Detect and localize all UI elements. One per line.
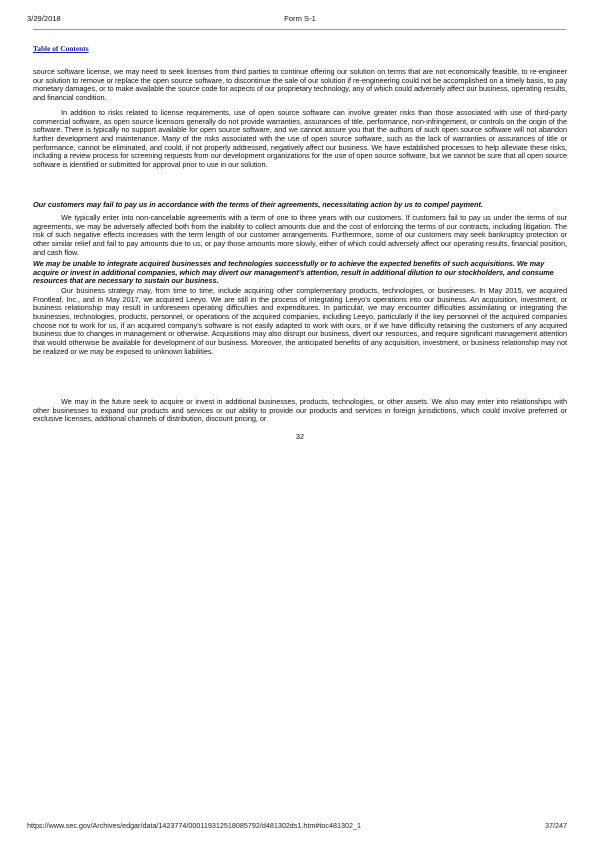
risk-heading-customer-payment: Our customers may fail to pay us in accordance with the terms of their agreements, necessitating action by us to compel payment. bbox=[33, 200, 483, 209]
risk-heading-acquisitions: We may be unable to integrate acquired businesses and technologies successfully or to achieve the expected benefits of such acquisitions. We may acquire or invest in additional companies, which may divert our management’s attention, result in additional dilution to our stockholders, and consume resources that are necessary to sustain our business. bbox=[33, 259, 554, 286]
paragraph-text: In addition to risks related to license requirements, use of open source software can involve greater risks than those associated with use of third-party commercial software, as open source licensors generally do not provide warranties, assurances of title, performance, non-infringement, or controls on the origin of the software. There is typically no support available for open source software, and we cannot assure you that the authors of such open source software will not abandon further development and maintenance. Many of the risks associated with the use of open source software, such as the lack of warranties or assurances of title or performance, cannot be eliminated, and could, if not properly addressed, negatively affect our business. We have established processes to help alleviate these risks, including a review process for screening requests from our development organizations for the use of open source software, but we cannot be sure that all open source software is identified or submitted for approval prior to use in our solution. bbox=[33, 108, 567, 169]
table-of-contents-link[interactable]: Table of Contents bbox=[33, 44, 89, 53]
paragraph-acquisition-strategy bbox=[33, 287, 567, 356]
footer-url: https://www.sec.gov/Archives/edgar/data/1423774/000119312518085792/d481302ds1.htm#toc481302_1 bbox=[27, 821, 361, 830]
paragraph-text: source software license, we may need to seek licenses from third parties to continue offering our solution on terms that are not economically feasible, to re-engineer our solution to remove or replace the open source software, to discontinue the sale of our solution if re-engineering could not be accomplished on a timely basis, to pay monetary damages, or to make available the source code for aspects of our proprietary technology, any of which could adversely affect our business, operating results, and financial condition. bbox=[33, 67, 567, 102]
paragraph-text: Our business strategy may, from time to time, include acquiring other complementary products, technologies, or businesses. In May 2015, we acquired Frontleaf, Inc., and in May 2017, we acquired Leeyo. We are still in the process of integrating Leeyo’s operations into our business. An acquisition, investment, or business relationship may result in unforeseen operating difficulties and expenditures. In particular, we may encounter difficulties assimilating or integrating the businesses, technologies, products, personnel, or operations of the acquired companies, including Leeyo, particularly if the key personnel of the acquired companies choose not to work for us, if an acquired company’s software is not easily adapted to work with ours, or if we have difficulty retaining the customers of any acquired business due to changes in management or otherwise. Acquisitions may also disrupt our business, divert our resources, and require significant management attention that would otherwise be available for development of our business. Moreover, the anticipated benefits of any acquisition, investment, or business relationship may not be realized or we may be exposed to unknown liabilities. bbox=[33, 286, 567, 356]
document-title: Form S-1 bbox=[284, 14, 316, 23]
paragraph-text: We typically enter into non-cancelable agreements with a term of one to three years with our customers. If customers fail to pay us under the terms of our agreements, we may be adversely affected both from the inability to collect amounts due and the cost of enforcing the terms of our contracts, including litigation. The risk of such negative effects increases with the term length of our customer arrangements. Furthermore, some of our customers may seek bankruptcy protection or other similar relief and fail to pay amounts due to us, or pay those amounts more slowly, either of which could adversely affect our operating results, financial position, and cash flow. bbox=[33, 213, 567, 257]
footer-page-count: 37/247 bbox=[545, 821, 567, 830]
print-date: 3/29/2018 bbox=[27, 14, 61, 23]
paragraph-future-acquisitions bbox=[33, 398, 567, 424]
header-divider bbox=[33, 29, 566, 30]
paragraph-text: We may in the future seek to acquire or invest in additional businesses, products, technologies, or other assets. We also may enter into relationships with other businesses to expand our products and services or our ability to provide our products and services in foreign jurisdictions, which could involve preferred or exclusive licenses, additional channels of distribution, discount pricing, or bbox=[33, 397, 567, 424]
page-number: 32 bbox=[295, 432, 305, 441]
paragraph-open-source-risks bbox=[33, 109, 567, 170]
paragraph-customer-payment bbox=[33, 214, 567, 257]
paragraph-open-source-license bbox=[33, 68, 567, 103]
